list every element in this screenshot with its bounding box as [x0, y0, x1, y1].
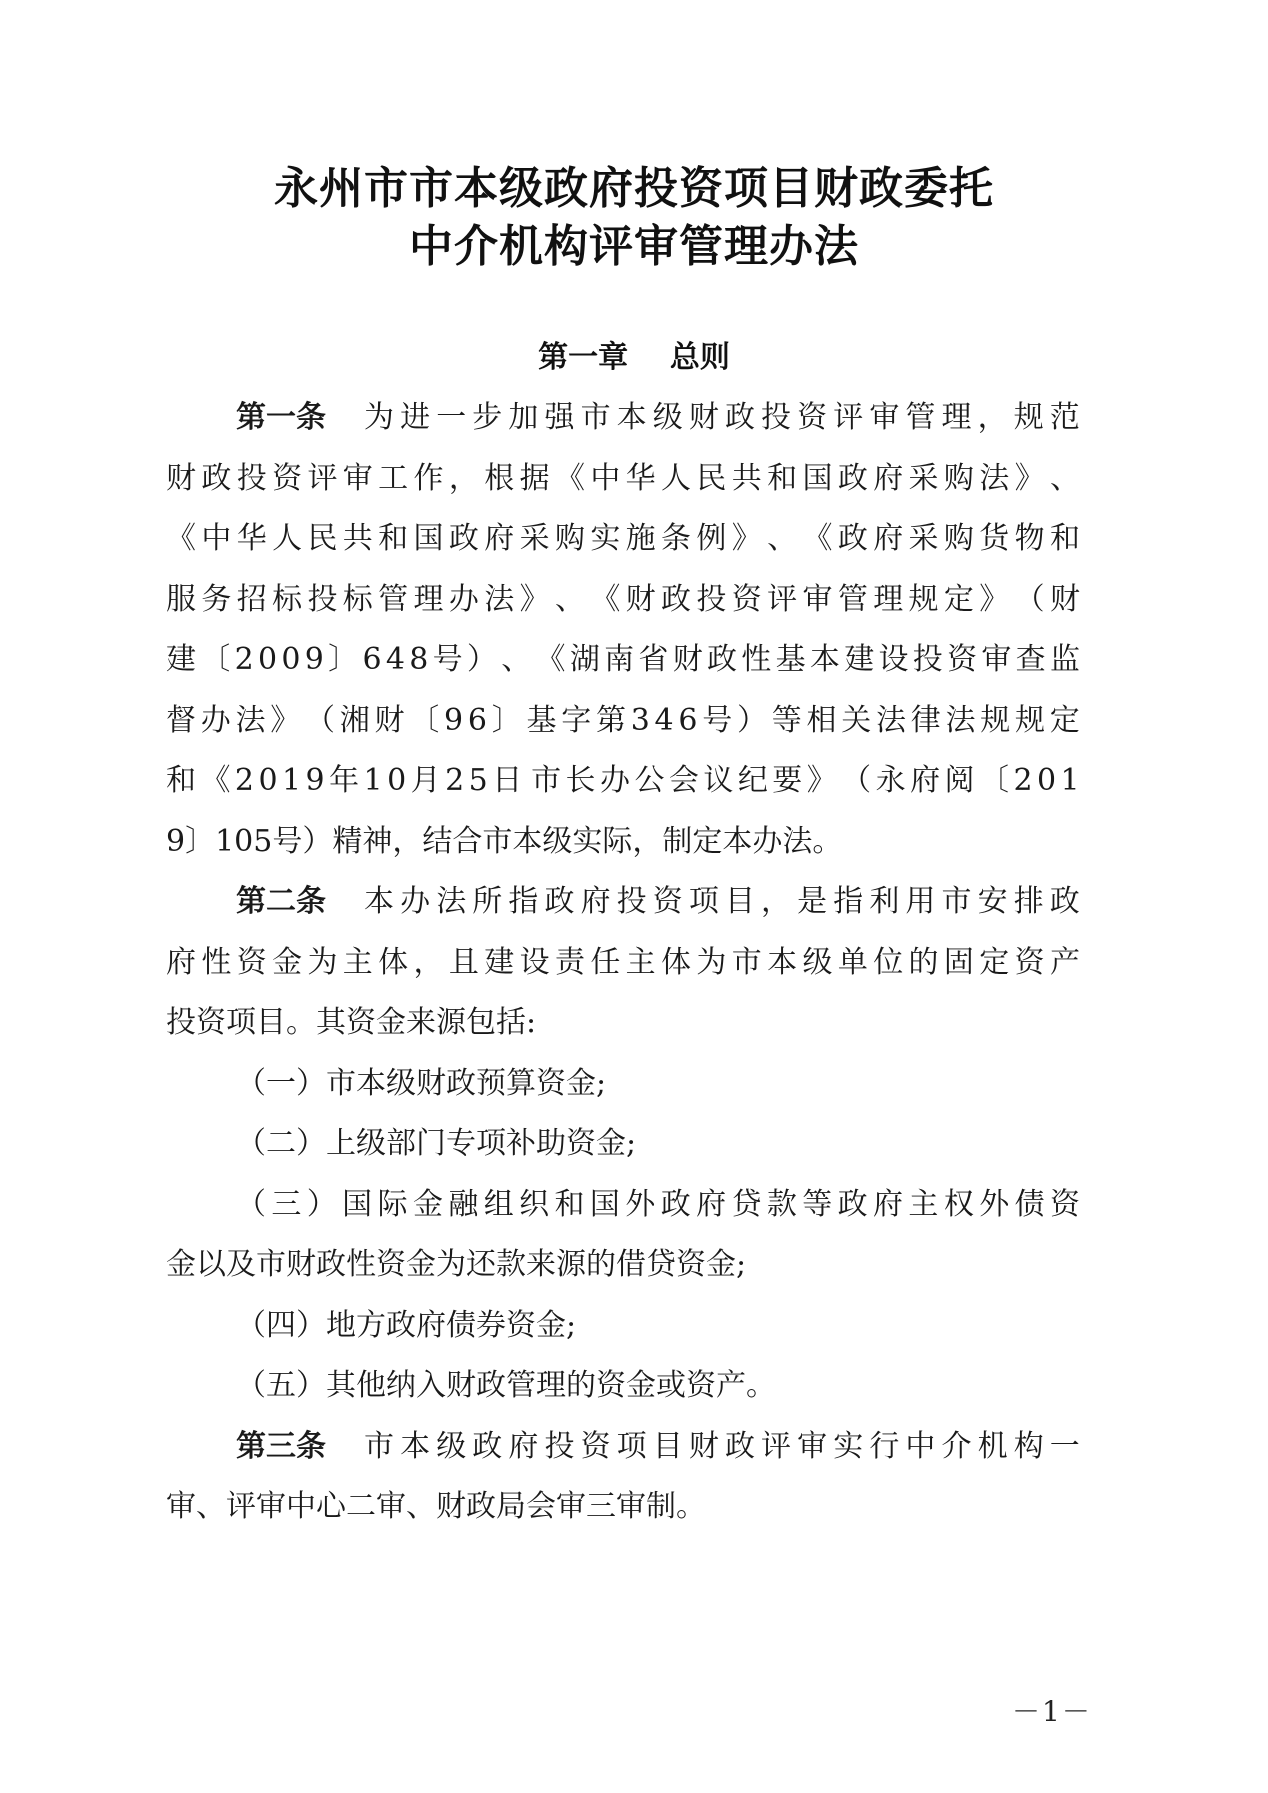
article-1-text: 财 政 投 资 评 审 工 作 ， 根 据 《 中 华 人 民 共 和 国 政 府 采 购 法 》 、 [166, 460, 1080, 496]
funding-source-item [166, 1296, 1080, 1357]
funding-source-text: （一）市本级财政预算资金; [236, 1065, 607, 1101]
article-1-line [166, 388, 1080, 449]
article-2-line [166, 872, 1080, 933]
article-1-label: 第一条 [236, 400, 326, 435]
article-1-line [166, 630, 1080, 691]
article-2-text: 本 办 法 所 指 政 府 投 资 项 目 ， 是 指 利 用 市 安 排 政 [364, 884, 1080, 919]
article-1-text: 为 进 一 步 加 强 市 本 级 财 政 投 资 评 审 管 理 ， 规 范 [364, 400, 1080, 435]
article-1-text: 建 〔 2 0 0 9 〕 6 4 8 号 ） 、 《 湖 南 省 财 政 性 基 本 建 设 投 资 审 查 监 [166, 642, 1080, 677]
article-1-text: 《 中 华 人 民 共 和 国 政 府 采 购 实 施 条 例 》 、 《 政 府 采 购 货 物 和 [166, 521, 1080, 556]
funding-source-text: （ 三 ） 国 际 金 融 组 织 和 国 外 政 府 贷 款 等 政 府 主 权 外 债 资 [236, 1186, 1080, 1222]
article-2-text: 府 性 资 金 为 主 体 ， 且 建 设 责 任 主 体 为 市 本 级 单 位 的 固 定 资 产 [166, 944, 1080, 980]
article-2-line [166, 993, 1080, 1054]
document-title-line-2: 中介机构评审管理办法 [409, 221, 859, 272]
article-1-text: 服 务 招 标 投 标 管 理 办 法 》 、 《 财 政 投 资 评 审 管 理 规 定 》 （ 财 [166, 581, 1080, 617]
page-number: －1－ [1012, 1695, 1092, 1728]
article-3-text: 审、评审中心二审、财政局会审三审制。 [166, 1489, 706, 1524]
article-1-text: 和 《 2 0 1 9 年 1 0 月 2 5 日 市 长 办 公 会 议 纪 要 》 （ 永 府 阅 〔 2 0 1 [166, 763, 1080, 798]
article-1-text: 督 办 法 》 （ 湘 财 〔 9 6 〕 基 字 第 3 4 6 号 ） 等 相 关 法 律 法 规 规 定 [166, 702, 1080, 738]
funding-source-item [166, 1054, 1080, 1115]
article-3-line [166, 1477, 1080, 1538]
article-1-line [166, 509, 1080, 570]
article-1-line [166, 812, 1080, 873]
article-1-line [166, 751, 1080, 812]
article-2-text: 投资项目。其资金来源包括: [166, 1005, 537, 1040]
funding-source-text: （五）其他纳入财政管理的资金或资产。 [236, 1368, 776, 1403]
funding-source-item [166, 1235, 1080, 1296]
article-1-line [166, 449, 1080, 510]
article-3-line [166, 1417, 1080, 1478]
article-2-line [166, 933, 1080, 994]
article-3-label: 第三条 [236, 1428, 326, 1464]
document-body [166, 388, 1080, 1538]
funding-source-item [166, 1114, 1080, 1175]
funding-source-item [166, 1356, 1080, 1417]
article-2-label: 第二条 [236, 884, 326, 919]
funding-source-text: （四）地方政府债券资金; [236, 1307, 577, 1343]
article-1-line [166, 570, 1080, 631]
funding-source-text: （二）上级部门专项补助资金; [236, 1126, 637, 1161]
chapter-heading: 第一章 总则 [538, 340, 730, 375]
funding-source-text: 金以及市财政性资金为还款来源的借贷资金; [166, 1247, 747, 1282]
article-1-text: 9〕105号）精神，结合市本级实际，制定本办法。 [166, 823, 843, 859]
article-3-text: 市 本 级 政 府 投 资 项 目 财 政 评 审 实 行 中 介 机 构 一 [364, 1428, 1080, 1464]
article-1-line [166, 691, 1080, 752]
document-title-line-1: 永州市市本级政府投资项目财政委托 [274, 163, 994, 214]
funding-source-item [166, 1175, 1080, 1236]
